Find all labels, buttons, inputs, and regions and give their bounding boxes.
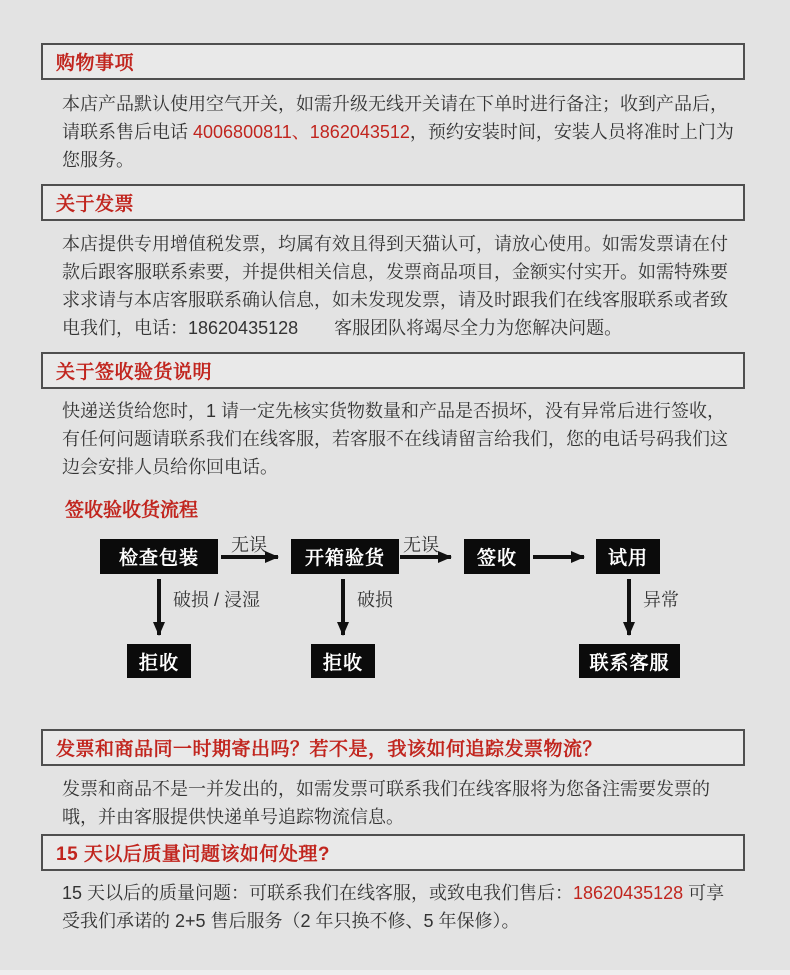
invoice-text: 本店提供专用增值税发票，均属有效且得到天猫认可，请放心使用。如需发票请在付款后跟客服联系索要，并提供相关信息，发票商品项目，金额实付实开。如需特殊要求求请与本店客服联系确认信息，如未发现发票，请及时跟我们在线客服联系或者致电我们，电话：18620435128 客服团队将竭尽全力为您解决问题。 [62, 234, 728, 338]
invoice-tracking-text: 发票和商品不是一并发出的，如需发票可联系我们在线客服将为您备注需要发票的哦，并由客服提供快递单号追踪物流信息。 [62, 779, 710, 827]
invoice-title-box [41, 184, 745, 221]
receipt-flowchart [0, 535, 790, 679]
shopping-notes-title-box [41, 43, 745, 80]
quality-text-part: 可享受我们承诺的 2+5 售后服务（2 年只换不修、5 年保修）。 [62, 883, 725, 931]
bottom-edge-strip [0, 970, 790, 975]
flow-step-check-package: 检查包装 [100, 539, 218, 574]
flow-branch-label-abnormal: 异常 [643, 590, 679, 610]
flow-step-sign: 签收 [464, 539, 530, 574]
flow-branch-label-damaged: 破损 [357, 590, 393, 610]
receipt-text: 快递送货给您时，1 请一定先核实货物数量和产品是否损坏，没有异常后进行签收，有任何问题请联系我们在线客服，若客服不在线请留言给我们，您的电话号码我们这边会安排人员给你回电话。 [62, 401, 728, 477]
flowchart-heading: 签收验收货流程 [65, 500, 199, 521]
flow-step-try: 试用 [596, 539, 660, 574]
shopping-notes-title: 购物事项 [56, 53, 135, 74]
quality-text-part: 15 天以后的质量问题：可联系我们在线客服，或致电我们售后： [62, 883, 574, 903]
receipt-title-box [41, 352, 745, 389]
flow-node-reject-1: 拒收 [127, 644, 191, 678]
flow-edge-label-ok-2: 无误 [403, 535, 439, 555]
shopping-notes-text-part: ，预约安装时间，安装人员将准时上门为您服务。 [62, 122, 734, 170]
flow-edge-label-ok-1: 无误 [231, 535, 267, 555]
receipt-title: 关于签收验货说明 [56, 362, 213, 383]
flow-branch-label-damaged-wet: 破损 / 浸湿 [173, 590, 261, 610]
after-sale-phone-number: 18620435128 [573, 883, 684, 903]
invoice-title: 关于发票 [56, 194, 135, 215]
shopping-notes-text [62, 90, 742, 174]
quality-title: 15 天以后质量问题该如何处理? [56, 844, 331, 865]
flow-node-reject-2: 拒收 [311, 644, 375, 678]
quality-text [62, 879, 742, 935]
quality-title-box [41, 834, 745, 871]
flow-step-open-inspect: 开箱验货 [291, 539, 399, 574]
invoice-tracking-title: 发票和商品同一时期寄出吗？若不是，我该如何追踪发票物流？ [56, 739, 603, 760]
after-sale-phone-numbers: 4006800811、1862043512 [193, 122, 410, 142]
shopping-notes-text-part: 本店产品默认使用空气开关，如需升级无线开关请在下单时进行备注；收到产品后，请联系售后电话 [62, 94, 728, 142]
invoice-tracking-title-box [41, 729, 745, 766]
flow-node-contact-service: 联系客服 [579, 644, 680, 678]
